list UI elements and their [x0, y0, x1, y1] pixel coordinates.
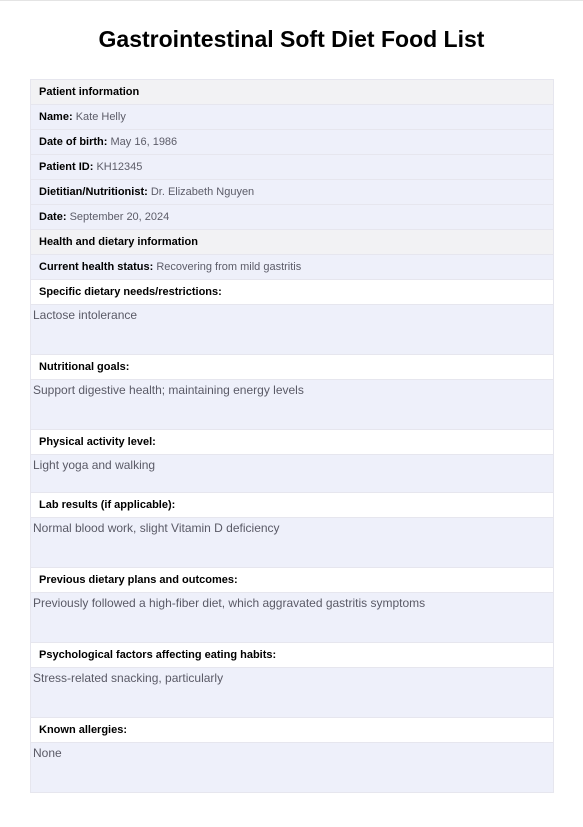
question-row-nutritional-goals [31, 355, 554, 380]
field-value-dietitian: Dr. Elizabeth Nguyen [150, 186, 255, 198]
field-label-date-of-birth: Date of birth: [39, 136, 108, 148]
field-value-patient-id: KH12345 [96, 161, 143, 173]
question-row-psychological-factors [31, 643, 554, 668]
question-label-previous-plans: Previous dietary plans and outcomes: [31, 568, 554, 593]
field-value-date-of-birth: May 16, 1986 [110, 136, 178, 148]
field-cell-name [31, 105, 554, 130]
field-row-dietitian [31, 180, 554, 205]
answer-value-known-allergies: None [31, 743, 554, 793]
question-row-previous-plans [31, 568, 554, 593]
field-cell-date-of-birth [31, 130, 554, 155]
field-label-patient-id: Patient ID: [39, 161, 94, 173]
question-label-physical-activity: Physical activity level: [31, 430, 554, 455]
field-cell-patient-id [31, 155, 554, 180]
answer-value-nutritional-goals: Support digestive health; maintaining energy levels [31, 380, 554, 430]
question-label-nutritional-goals: Nutritional goals: [31, 355, 554, 380]
answer-row-physical-activity [31, 455, 554, 493]
section-heading-patient-information: Patient information [31, 80, 554, 105]
answer-row-nutritional-goals [31, 380, 554, 430]
field-value-current-health-status: Recovering from mild gastritis [156, 261, 302, 273]
document-title: Gastrointestinal Soft Diet Food List [98, 26, 485, 52]
field-label-dietitian: Dietitian/Nutritionist: [39, 186, 148, 198]
field-cell-current-health-status [31, 255, 554, 280]
field-label-date: Date: [39, 211, 67, 223]
field-value-date: September 20, 2024 [69, 211, 170, 223]
field-row-name [31, 105, 554, 130]
question-row-dietary-needs [31, 280, 554, 305]
field-cell-date [31, 205, 554, 230]
section-row-patient-information [31, 80, 554, 105]
question-row-lab-results [31, 493, 554, 518]
question-row-physical-activity [31, 430, 554, 455]
answer-value-lab-results: Normal blood work, slight Vitamin D deficiency [31, 518, 554, 568]
answer-value-dietary-needs: Lactose intolerance [31, 305, 554, 355]
answer-value-physical-activity: Light yoga and walking [31, 455, 554, 493]
question-label-dietary-needs: Specific dietary needs/restrictions: [31, 280, 554, 305]
answer-row-known-allergies [31, 743, 554, 793]
question-row-known-allergies [31, 718, 554, 743]
answer-row-lab-results [31, 518, 554, 568]
answer-row-previous-plans [31, 593, 554, 643]
field-row-date [31, 205, 554, 230]
answer-value-psychological-factors: Stress-related snacking, particularly [31, 668, 554, 718]
field-row-date-of-birth [31, 130, 554, 155]
question-label-known-allergies: Known allergies: [31, 718, 554, 743]
field-row-current-health-status [31, 255, 554, 280]
question-label-lab-results: Lab results (if applicable): [31, 493, 554, 518]
answer-row-psychological-factors [31, 668, 554, 718]
question-label-psychological-factors: Psychological factors affecting eating habits: [31, 643, 554, 668]
section-row-health-dietary-information [31, 230, 554, 255]
page-top-rule [0, 0, 583, 1]
form-table [30, 79, 554, 793]
field-row-patient-id [31, 155, 554, 180]
field-label-current-health-status: Current health status: [39, 261, 154, 273]
section-heading-health-dietary-information: Health and dietary information [31, 230, 554, 255]
field-value-name: Kate Helly [75, 111, 126, 123]
field-cell-dietitian [31, 180, 554, 205]
field-label-name: Name: [39, 111, 73, 123]
answer-row-dietary-needs [31, 305, 554, 355]
answer-value-previous-plans: Previously followed a high-fiber diet, which aggravated gastritis symptoms [31, 593, 554, 643]
